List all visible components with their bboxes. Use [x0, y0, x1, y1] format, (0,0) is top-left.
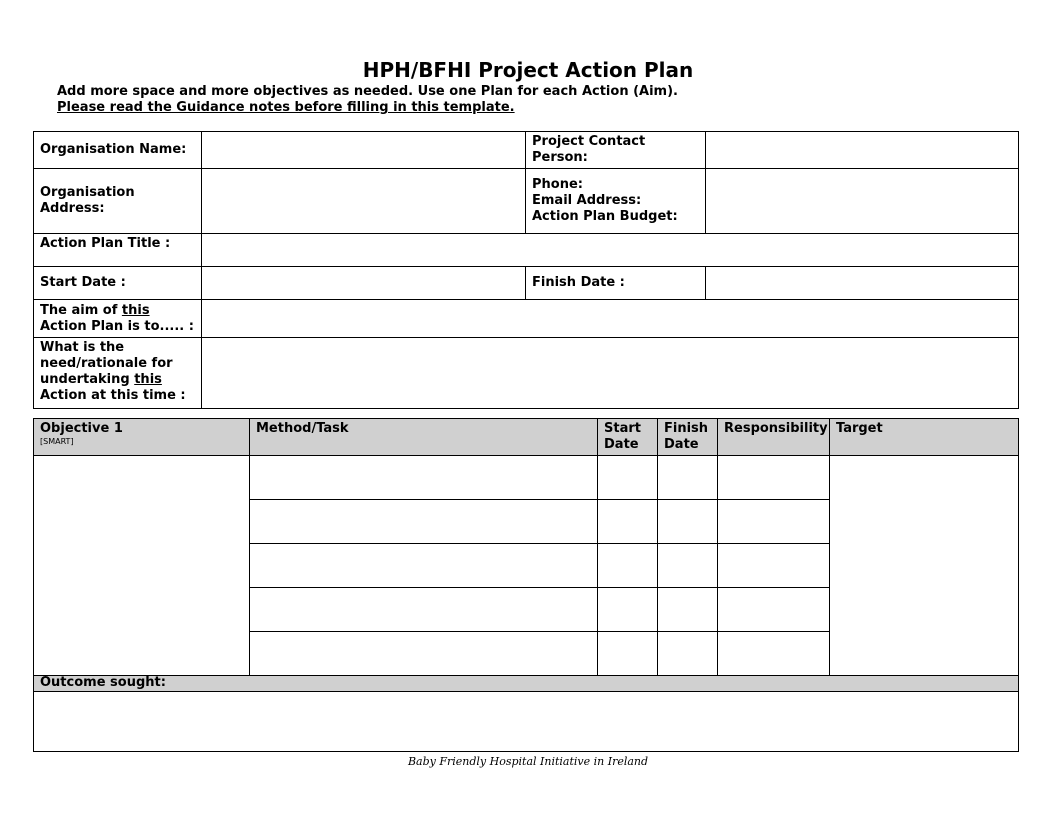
smart-note: [SMART]	[40, 437, 74, 446]
page-title: HPH/BFHI Project Action Plan	[362, 58, 694, 82]
contact-details-labels	[526, 169, 706, 234]
finish-date-cell[interactable]	[658, 588, 718, 632]
guidance-note: Please read the Guidance notes before filling in this template.	[57, 100, 515, 115]
responsibility-cell[interactable]	[718, 500, 830, 544]
start-date-label: Start Date :	[34, 267, 202, 300]
method-task-cell[interactable]	[250, 632, 598, 676]
method-task-header: Method/Task	[250, 419, 598, 456]
finish-date-cell[interactable]	[658, 500, 718, 544]
start-date-header: Start Date	[598, 419, 658, 456]
org-name-label: Organisation Name:	[34, 132, 202, 169]
contact-person-label: Project Contact Person:	[526, 132, 706, 169]
aim-label: The aim of this Action Plan is to..... :	[34, 300, 202, 338]
start-date-cell[interactable]	[598, 632, 658, 676]
objective-header: Objective 1 [SMART]	[34, 419, 250, 456]
email-label: Email Address:	[532, 193, 642, 208]
org-name-field[interactable]	[202, 132, 526, 169]
phone-label: Phone:	[532, 177, 583, 192]
footer-text: Baby Friendly Hospital Initiative in Ireland	[407, 755, 649, 768]
org-address-field[interactable]	[202, 169, 526, 234]
target-field[interactable]	[830, 456, 1019, 676]
finish-date-cell[interactable]	[658, 632, 718, 676]
target-header: Target	[830, 419, 1019, 456]
outcome-field[interactable]	[34, 692, 1019, 752]
finish-date-header: Finish Date	[658, 419, 718, 456]
contact-details-field[interactable]	[706, 169, 1019, 234]
rationale-label: What is the need/rationale for undertaking this Action at this time :	[34, 338, 202, 409]
contact-person-field[interactable]	[706, 132, 1019, 169]
method-task-cell[interactable]	[250, 544, 598, 588]
project-info-table	[33, 131, 1019, 409]
aim-field[interactable]	[202, 300, 1019, 338]
finish-date-cell[interactable]	[658, 544, 718, 588]
objective-field[interactable]	[34, 456, 250, 676]
budget-label: Action Plan Budget:	[532, 209, 678, 224]
method-task-cell[interactable]	[250, 588, 598, 632]
method-task-cell[interactable]	[250, 456, 598, 500]
finish-date-label: Finish Date :	[526, 267, 706, 300]
start-date-cell[interactable]	[598, 456, 658, 500]
responsibility-cell[interactable]	[718, 588, 830, 632]
org-address-label: Organisation Address:	[34, 169, 202, 234]
responsibility-header: Responsibility	[718, 419, 830, 456]
plan-title-label: Action Plan Title :	[34, 234, 202, 267]
instructions-text: Add more space and more objectives as needed. Use one Plan for each Action (Aim).	[57, 84, 678, 99]
objective-table	[33, 418, 1019, 752]
start-date-cell[interactable]	[598, 588, 658, 632]
finish-date-cell[interactable]	[658, 456, 718, 500]
responsibility-cell[interactable]	[718, 544, 830, 588]
start-date-field[interactable]	[202, 267, 526, 300]
plan-title-field[interactable]	[202, 234, 1019, 267]
responsibility-cell[interactable]	[718, 456, 830, 500]
finish-date-field[interactable]	[706, 267, 1019, 300]
start-date-cell[interactable]	[598, 544, 658, 588]
rationale-field[interactable]	[202, 338, 1019, 409]
responsibility-cell[interactable]	[718, 632, 830, 676]
outcome-header: Outcome sought:	[34, 676, 1019, 692]
start-date-cell[interactable]	[598, 500, 658, 544]
method-task-cell[interactable]	[250, 500, 598, 544]
